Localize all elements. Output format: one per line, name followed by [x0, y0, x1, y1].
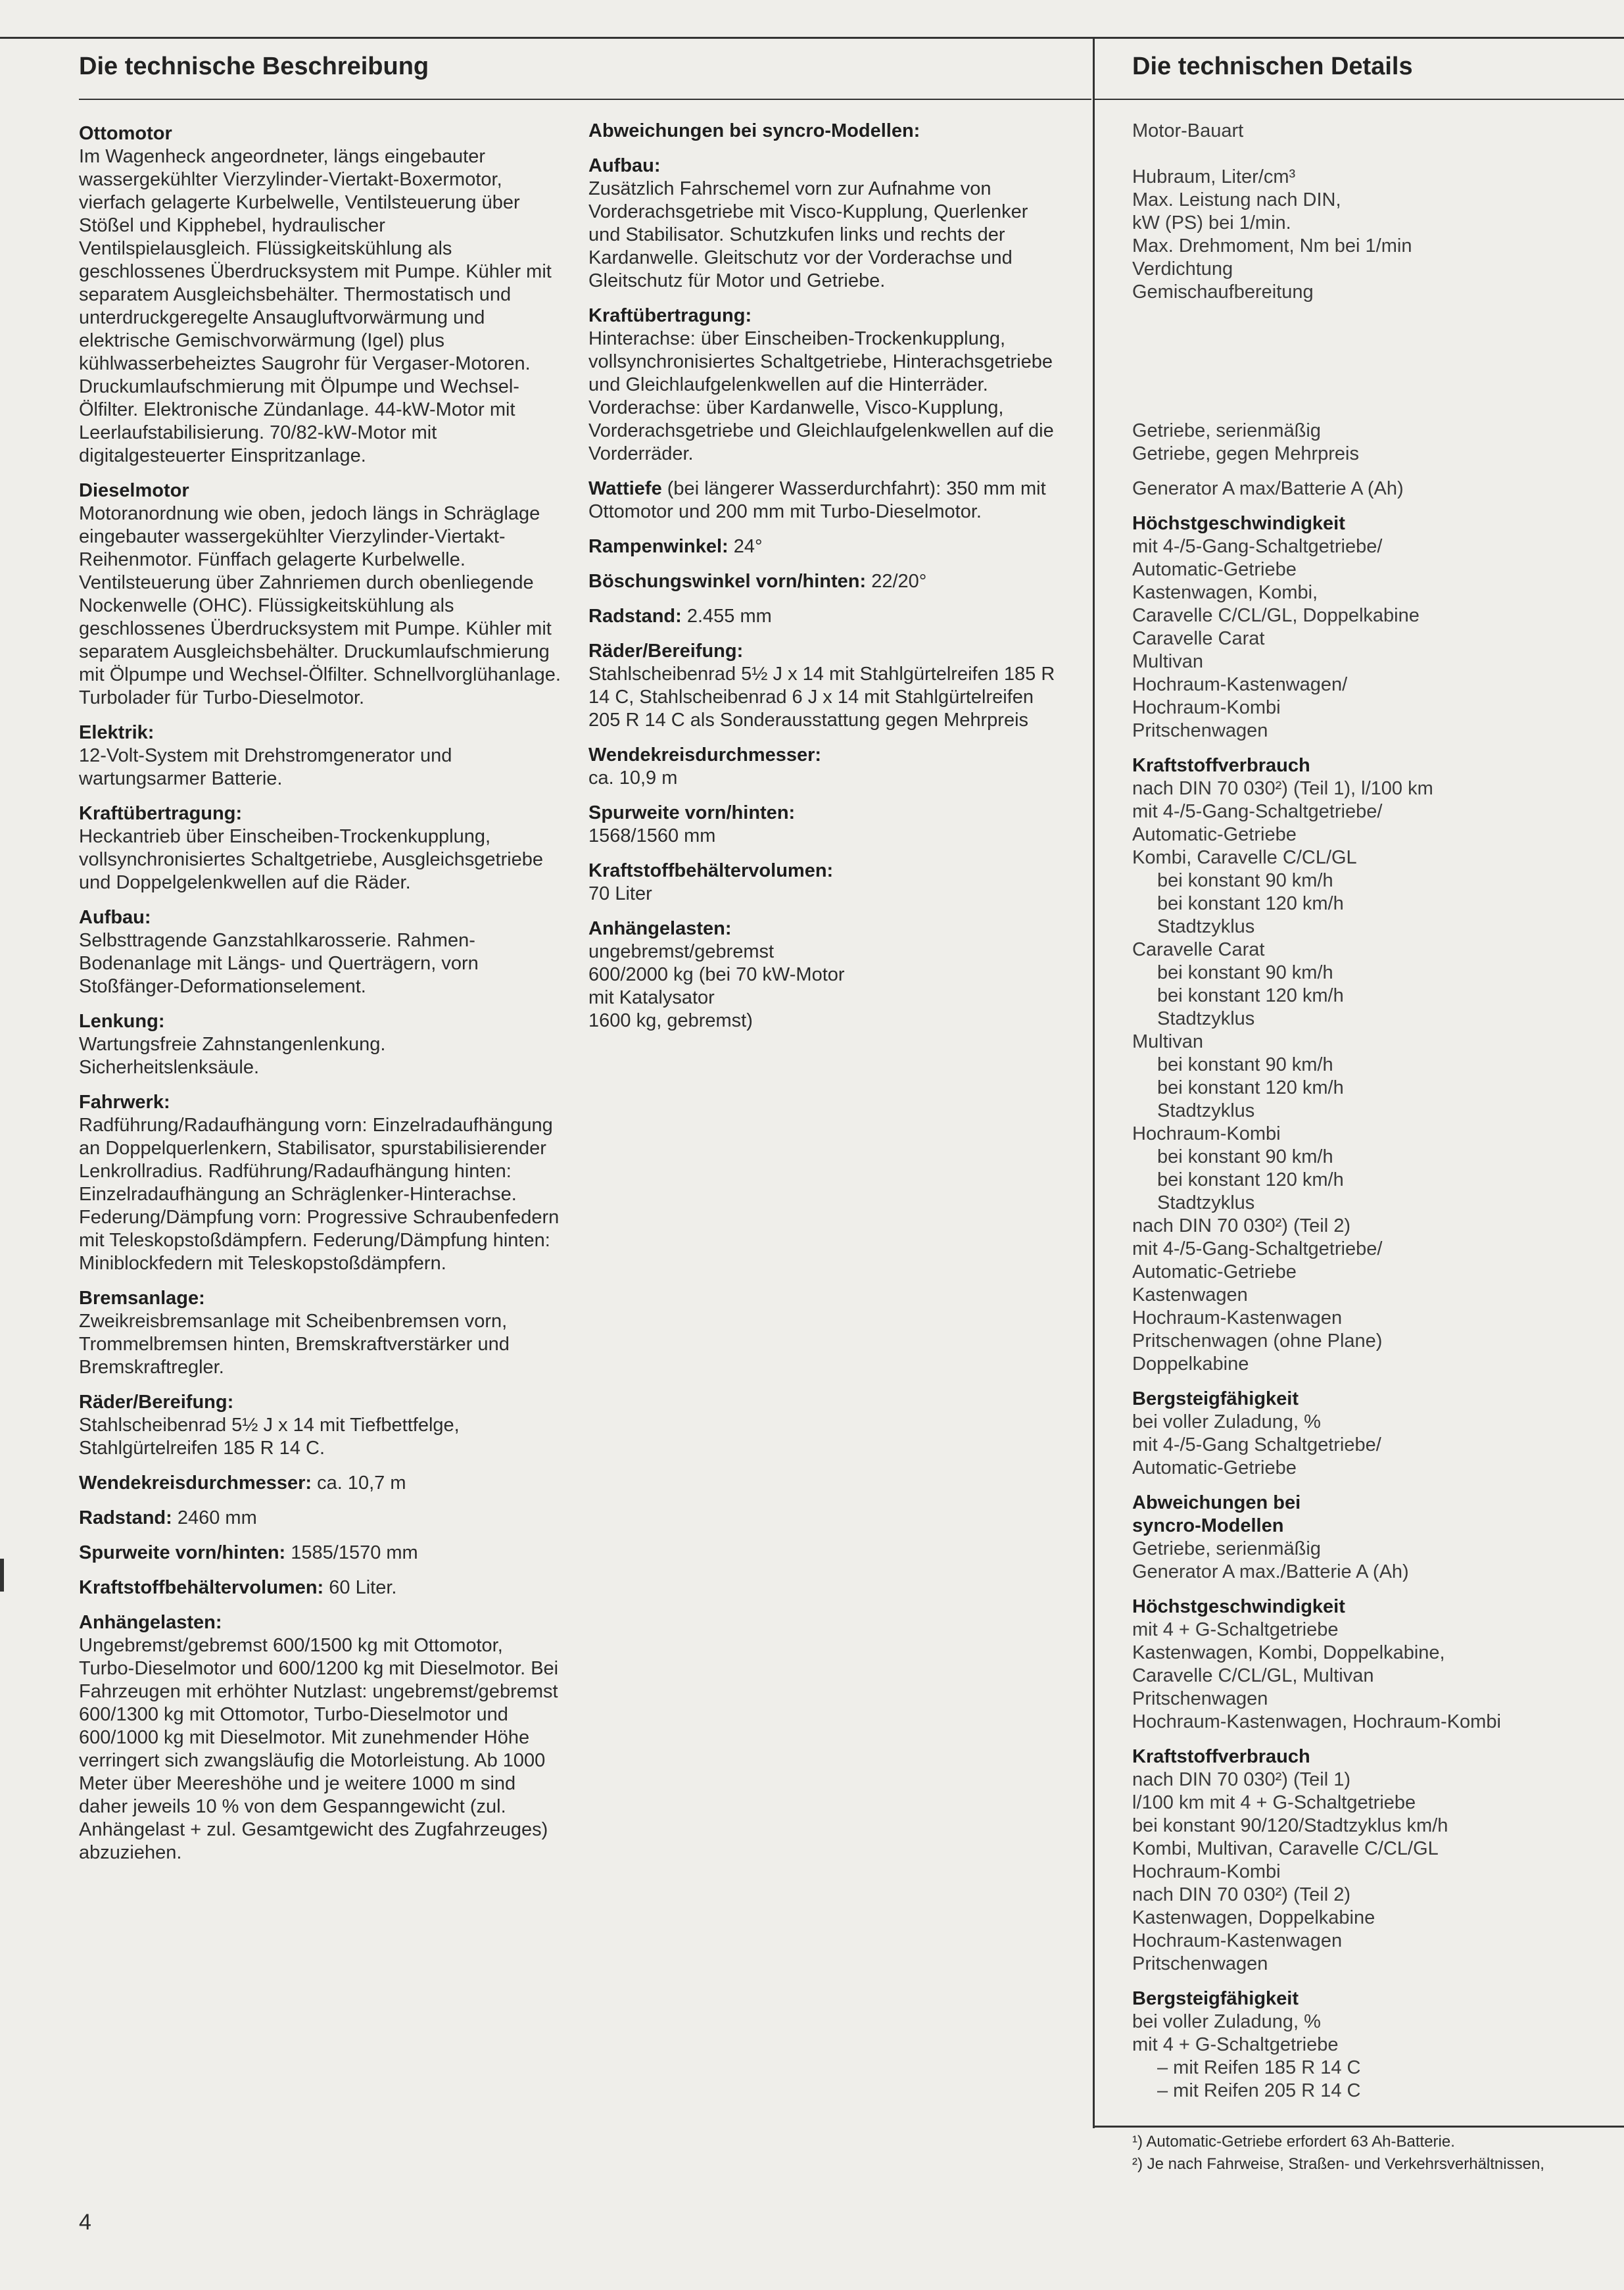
kv-bei120: bei konstant 120 km/h	[1157, 1169, 1344, 1190]
spacer	[1132, 1976, 1619, 1987]
footnote-2: ²) Je nach Fahrweise, Straßen- und Verkehrsverhältnissen,	[1132, 2155, 1544, 2173]
kv-multivan: Multivan	[1132, 1031, 1203, 1052]
radstand-row	[79, 1507, 562, 1530]
details-line: kW (PS) bei 1/min.	[1132, 212, 1291, 233]
left-edge-mark	[0, 1559, 4, 1592]
syncro-details-line: Getriebe, serienmäßig	[1132, 1538, 1321, 1559]
syncro-raeder-title: Räder/Bereifung:	[588, 641, 744, 662]
watt-text: (bei längerer Wasserdurchfahrt): 350 mm mit Ottomotor und 200 mm mit Turbo-Dieselmotor.	[588, 478, 1046, 522]
kv-bei90: bei konstant 90 km/h	[1157, 1146, 1333, 1167]
hg2-line: Kastenwagen, Kombi, Doppelkabine,	[1132, 1642, 1445, 1663]
kv-bei120: bei konstant 120 km/h	[1157, 1077, 1344, 1098]
syncro-anh-line: mit Katalysator	[588, 987, 715, 1008]
details-line: Gemischaufbereitung	[1132, 281, 1314, 303]
motor-bauart: Motor-Bauart	[1132, 120, 1244, 141]
syncro-anh-line: 600/2000 kg (bei 70 kW-Motor	[588, 964, 845, 985]
kv3-line: nach DIN 70 030²) (Teil 1)	[1132, 1769, 1351, 1790]
syncro-bosch	[588, 570, 1062, 593]
raeder-title: Räder/Bereifung:	[79, 1392, 234, 1413]
hg-line: Pritschenwagen	[1132, 720, 1268, 741]
kv-bei90: bei konstant 90 km/h	[1157, 1054, 1333, 1075]
syncro-radstand	[588, 605, 1062, 628]
syncro-anh	[588, 917, 1062, 1033]
lenkung-title: Lenkung:	[79, 1011, 165, 1032]
berg2-title: Bergsteigfähigkeit	[1132, 1988, 1299, 2009]
kv-stadt: Stadtzyklus	[1157, 916, 1255, 937]
syncro-heading-block	[588, 120, 1062, 143]
syncro-wende-text: ca. 10,9 m	[588, 767, 678, 789]
syncro-aufbau-title: Aufbau:	[588, 155, 661, 176]
lenkung-text: Wartungsfreie Zahnstangenlenkung. Sicherheitslenksäule.	[79, 1034, 386, 1078]
spur-row	[79, 1542, 562, 1565]
brems-section	[79, 1287, 562, 1379]
details-bottom-rule	[1093, 2126, 1624, 2128]
hg-line: mit 4-/5-Gang-Schaltgetriebe/	[1132, 536, 1383, 557]
spacer	[1132, 362, 1619, 420]
syncro-aufbau-text: Zusätzlich Fahrschemel vorn zur Aufnahme von Vorderachsgetriebe mit Visco-Kupplung, Querlenker und Stabilisator. Schutzkufen links und rechts der Kardanwelle. Gleitschutz vor der Vorderachse und Gleitschutz für Motor und Getriebe.	[588, 178, 1028, 291]
page-number: 4	[79, 2210, 91, 2235]
spacer	[1132, 1734, 1619, 1745]
hg-line: Caravelle C/CL/GL, Doppelkabine	[1132, 605, 1420, 626]
kv2-line: Doppelkabine	[1132, 1353, 1249, 1375]
kv3-line: l/100 km mit 4 + G-Schaltgetriebe	[1132, 1792, 1416, 1813]
details-line: Getriebe, gegen Mehrpreis	[1132, 443, 1359, 464]
heading-description: Die technische Beschreibung	[79, 53, 429, 80]
syncro-watt	[588, 477, 1062, 524]
details-line: Max. Leistung nach DIN,	[1132, 189, 1341, 210]
hg-line: Kastenwagen, Kombi,	[1132, 582, 1318, 603]
kraft-text: Heckantrieb über Einscheiben-Trockenkupplung, vollsynchronisiertes Schaltgetriebe, Ausgleichsgetriebe und Doppelgelenkwellen auf die Räder.	[79, 826, 544, 893]
wende-label: Wendekreisdurchmesser:	[79, 1473, 312, 1494]
description-column	[79, 122, 562, 1876]
aufbau-text: Selbsttragende Ganzstahlkarosserie. Rahmen-Bodenanlage mit Längs- und Querträgern, vorn Stoßfänger-Deformationselement.	[79, 930, 479, 997]
kraft-title: Kraftübertragung:	[79, 803, 243, 824]
syncro-wende-title: Wendekreisdurchmesser:	[588, 744, 822, 766]
otto-section	[79, 122, 562, 468]
column-divider-lower	[1093, 1585, 1095, 2128]
raeder-section	[79, 1391, 562, 1460]
kv-bei90: bei konstant 90 km/h	[1157, 870, 1333, 891]
berg-title: Bergsteigfähigkeit	[1132, 1388, 1299, 1409]
spacer	[1132, 1584, 1619, 1596]
lenkung-section	[79, 1010, 562, 1079]
wende-value: ca. 10,7 m	[312, 1473, 406, 1494]
radstand-label: Radstand:	[79, 1507, 172, 1528]
syncro-wende	[588, 744, 1062, 790]
anh-text: Ungebremst/gebremst 600/1500 kg mit Ottomotor, Turbo-Dieselmotor und 600/1200 kg mit Dieselmotor. Bei Fahrzeugen mit erhöhter Nutzlast: ungebremst/gebremst 600/1300 kg mit Ottomotor, Turbo-Dieselmotor und 600/1000 kg mit Dieselmotor. Mit zunehmender Höhe verringert sich zwangsläufig die Motorleistung. Ab 1000 Meter über Meereshöhe und je weitere 1000 m sind daher jeweils 10 % von dem Gespanngewicht (zul. Anhängelast + zul. Gesamtgewicht des Zugfahrzeuges) abzuziehen.	[79, 1635, 559, 1863]
top-rule	[0, 37, 1624, 39]
heading-rule-right	[1095, 99, 1624, 100]
heading-rule-left	[79, 99, 1091, 100]
kv-carat: Caravelle Carat	[1132, 939, 1265, 960]
syncro-tank-title: Kraftstoffbehältervolumen:	[588, 860, 834, 881]
spur-label: Spurweite vorn/hinten:	[79, 1542, 286, 1563]
hg2-line: Hochraum-Kastenwagen, Hochraum-Kombi	[1132, 1711, 1501, 1732]
syncro-spur-text: 1568/1560 mm	[588, 825, 716, 846]
kv-bei120: bei konstant 120 km/h	[1157, 985, 1344, 1006]
hg2-line: Caravelle C/CL/GL, Multivan	[1132, 1665, 1374, 1686]
berg-line: Automatic-Getriebe	[1132, 1457, 1297, 1478]
berg2-line: mit 4 + G-Schaltgetriebe	[1132, 2034, 1339, 2055]
reifen-line: – mit Reifen 205 R 14 C	[1157, 2080, 1361, 2101]
elektrik-text: 12-Volt-System mit Drehstromgenerator und wartungsarmer Batterie.	[79, 745, 452, 789]
hg2-title: Höchstgeschwindigkeit	[1132, 1596, 1345, 1617]
spacer	[1132, 500, 1619, 512]
syncro-anh-line: 1600 kg, gebremst)	[588, 1010, 753, 1031]
kv-title: Kraftstoffverbrauch	[1132, 755, 1310, 776]
fahrwerk-title: Fahrwerk:	[79, 1092, 170, 1113]
syncro-raeder-text: Stahlscheibenrad 5½ J x 14 mit Stahlgürtelreifen 185 R 14 C, Stahlscheibenrad 6 J x 14 mit Stahlgürtelreifen 205 R 14 C als Sonderausstattung gegen Mehrpreis	[588, 664, 1055, 731]
diesel-section	[79, 479, 562, 710]
kv2-line: Hochraum-Kastenwagen	[1132, 1307, 1343, 1328]
heading-details: Die technischen Details	[1132, 53, 1413, 80]
brems-text: Zweikreisbremsanlage mit Scheibenbremsen vorn, Trommelbremsen hinten, Bremskraftverstärker und Bremskraftregler.	[79, 1311, 510, 1378]
tank-label: Kraftstoffbehältervolumen:	[79, 1577, 324, 1598]
otto-text: Im Wagenheck angeordneter, längs eingebauter wassergekühlter Vierzylinder-Viertakt-Boxermotor, vierfach gelagerte Kurbelwelle, Ventilsteuerung über Stößel und Kipphebel, hydraulischer Ventilspielausgleich. Flüssigkeitskühlung als geschlossenes Überdrucksystem mit Pumpe. Kühler mit separatem Ausgleichsbehälter. Thermostatisch und unterdruckgeregelte Ansaugluftvorwärmung und elektrische Gemischvorwärmung (Igel) plus kühlwasserbeheiztes Saugrohr für Vergaser-Motoren. Druckumlaufschmierung mit Ölpumpe und Wechsel-Ölfilter. Elektronische Zündanlage. 44-kW-Motor mit Leerlaufstabilisierung. 70/82-kW-Motor mit digitalgesteuerter Einspritzanlage.	[79, 146, 552, 466]
syncro-rampe	[588, 535, 1062, 558]
tank-row	[79, 1576, 562, 1599]
kv-stadt: Stadtzyklus	[1157, 1008, 1255, 1029]
spur-value: 1585/1570 mm	[285, 1542, 418, 1563]
kv-line: mit 4-/5-Gang-Schaltgetriebe/	[1132, 801, 1383, 822]
kv-line: Automatic-Getriebe	[1132, 824, 1297, 845]
elektrik-title: Elektrik:	[79, 722, 155, 743]
syncro-tank	[588, 860, 1062, 906]
rampe-value: 24°	[728, 536, 763, 557]
generator-line: Generator A max/Batterie A (Ah)	[1132, 478, 1404, 499]
hg2-line: mit 4 + G-Schaltgetriebe	[1132, 1619, 1339, 1640]
syncro-spur	[588, 802, 1062, 848]
anh-section	[79, 1611, 562, 1864]
berg-line: bei voller Zuladung, %	[1132, 1411, 1321, 1432]
aufbau-title: Aufbau:	[79, 907, 151, 928]
syncro-kraft-title: Kraftübertragung:	[588, 305, 752, 326]
hg-line: Hochraum-Kombi	[1132, 697, 1281, 718]
hg-line: Caravelle Carat	[1132, 628, 1265, 649]
radstand-value: 2460 mm	[172, 1507, 257, 1528]
hg-line: Hochraum-Kastenwagen/	[1132, 674, 1348, 695]
berg-line: mit 4-/5-Gang Schaltgetriebe/	[1132, 1434, 1381, 1455]
spacer	[1132, 1376, 1619, 1388]
footnotes	[1132, 2131, 1544, 2176]
anh-title: Anhängelasten:	[79, 1612, 222, 1633]
kv3-line: nach DIN 70 030²) (Teil 2)	[1132, 1884, 1351, 1905]
kv-line: Kombi, Caravelle C/CL/GL	[1132, 847, 1357, 868]
kv-bei120: bei konstant 120 km/h	[1157, 893, 1344, 914]
kv-bei90: bei konstant 90 km/h	[1157, 962, 1333, 983]
hg-title: Höchstgeschwindigkeit	[1132, 513, 1345, 534]
syncro-anh-line: ungebremst/gebremst	[588, 941, 775, 962]
fahrwerk-section	[79, 1091, 562, 1275]
spacer	[1132, 466, 1619, 477]
kv2-line: Pritschenwagen (ohne Plane)	[1132, 1330, 1383, 1352]
diesel-text: Motoranordnung wie oben, jedoch längs in Schräglage eingebauter wassergekühlter Vierzylinder-Viertakt-Reihenmotor. Fünffach gelagerte Kurbelwelle. Ventilsteuerung über Zahnriemen durch obenliegende Nockenwelle (OHC). Flüssigkeitskühlung als geschlossenes Überdrucksystem mit Pumpe. Kühler mit separatem Ausgleichsbehälter. Druckumlaufschmierung mit Ölpumpe und Wechsel-Ölfilter. Schnellvorglühanlage. Turbolader für Turbo-Dieselmotor.	[79, 503, 561, 708]
kv3-line: Hochraum-Kastenwagen	[1132, 1930, 1343, 1951]
raeder-text: Stahlscheibenrad 5½ J x 14 mit Tiefbettfelge, Stahlgürtelreifen 185 R 14 C.	[79, 1415, 460, 1459]
details-line: Verdichtung	[1132, 258, 1233, 280]
kv2-line: nach DIN 70 030²) (Teil 2)	[1132, 1215, 1351, 1236]
bosch-label: Böschungswinkel vorn/hinten:	[588, 571, 867, 592]
hg-line: Automatic-Getriebe	[1132, 559, 1297, 580]
berg2-line: bei voller Zuladung, %	[1132, 2011, 1321, 2032]
syncro-details-line: Generator A max./Batterie A (Ah)	[1132, 1561, 1409, 1582]
spacer	[1132, 143, 1619, 166]
reifen-line: – mit Reifen 185 R 14 C	[1157, 2057, 1361, 2078]
syncro-anh-title: Anhängelasten:	[588, 918, 732, 939]
watt-label: Wattiefe	[588, 478, 662, 499]
elektrik-section	[79, 721, 562, 791]
kv2-line: Kastenwagen	[1132, 1284, 1248, 1305]
kv3-title: Kraftstoffverbrauch	[1132, 1746, 1310, 1767]
syncro-tank-text: 70 Liter	[588, 883, 652, 904]
kv-stadt: Stadtzyklus	[1157, 1192, 1255, 1213]
syncro-spur-title: Spurweite vorn/hinten:	[588, 802, 796, 823]
syncro-kraft-text: Hinterachse: über Einscheiben-Trockenkupplung, vollsynchronisiertes Schaltgetriebe, Hinterachsgetriebe und Gleichlaufgelenkwellen auf die Hinterräder. Vorderachse: über Kardanwelle, Visco-Kupplung, Vorderachsgetriebe und Gleichlaufgelenkwellen auf die Vorderräder.	[588, 328, 1054, 464]
kv3-line: Kombi, Multivan, Caravelle C/CL/GL	[1132, 1838, 1439, 1859]
syncro-aufbau	[588, 155, 1062, 293]
hg2-line: Pritschenwagen	[1132, 1688, 1268, 1709]
kv-line: nach DIN 70 030²) (Teil 1), l/100 km	[1132, 778, 1433, 799]
tank-value: 60 Liter.	[323, 1577, 397, 1598]
kv2-line: Automatic-Getriebe	[1132, 1261, 1297, 1282]
hg-line: Multivan	[1132, 651, 1203, 672]
footnote-1: ¹) Automatic-Getriebe erfordert 63 Ah-Batterie.	[1132, 2133, 1455, 2151]
kv3-line: Pritschenwagen	[1132, 1953, 1268, 1974]
kraft-section	[79, 802, 562, 894]
details-line: Max. Drehmoment, Nm bei 1/min	[1132, 235, 1412, 256]
wende-row	[79, 1472, 562, 1495]
kv2-line: mit 4-/5-Gang-Schaltgetriebe/	[1132, 1238, 1383, 1259]
fahrwerk-text: Radführung/Radaufhängung vorn: Einzelradaufhängung an Doppelquerlenkern, Stabilisator, spurstabilisierender Lenkrollradius. Radführung/Radaufhängung hinten: Einzelradaufhängung an Schräglenker-Hinterachse. Federung/Dämpfung vorn: Progressive Schraubenfedern mit Teleskopstoßdämpfern. Federung/Dämpfung hinten: Miniblockfedern mit Teleskopstoßdämpfern.	[79, 1115, 560, 1274]
syncro-radstand-value: 2.455 mm	[681, 606, 772, 627]
diesel-title: Dieselmotor	[79, 480, 189, 501]
column-divider	[1093, 37, 1095, 1601]
details-line: Getriebe, serienmäßig	[1132, 420, 1321, 441]
kv-hochraum: Hochraum-Kombi	[1132, 1123, 1281, 1144]
bosch-value: 22/20°	[866, 571, 927, 592]
kv-stadt: Stadtzyklus	[1157, 1100, 1255, 1121]
syncro-raeder	[588, 640, 1062, 732]
syncro-details-title: Abweichungen bei	[1132, 1492, 1301, 1513]
syncro-title: Abweichungen bei syncro-Modellen:	[588, 120, 920, 141]
syncro-column	[588, 120, 1062, 1044]
spacer	[1132, 1480, 1619, 1492]
aufbau-section	[79, 906, 562, 998]
kv3-line: bei konstant 90/120/Stadtzyklus km/h	[1132, 1815, 1448, 1836]
spacer	[1132, 304, 1619, 362]
kv3-line: Hochraum-Kombi	[1132, 1861, 1281, 1882]
syncro-details-title-2: syncro-Modellen	[1132, 1515, 1284, 1536]
syncro-radstand-label: Radstand:	[588, 606, 682, 627]
syncro-kraft	[588, 305, 1062, 466]
details-line: Hubraum, Liter/cm³	[1132, 166, 1296, 187]
otto-title: Ottomotor	[79, 123, 172, 144]
kv3-line: Kastenwagen, Doppelkabine	[1132, 1907, 1375, 1928]
rampe-label: Rampenwinkel:	[588, 536, 728, 557]
spacer	[1132, 743, 1619, 754]
details-column	[1132, 120, 1619, 2103]
brems-title: Bremsanlage:	[79, 1288, 205, 1309]
